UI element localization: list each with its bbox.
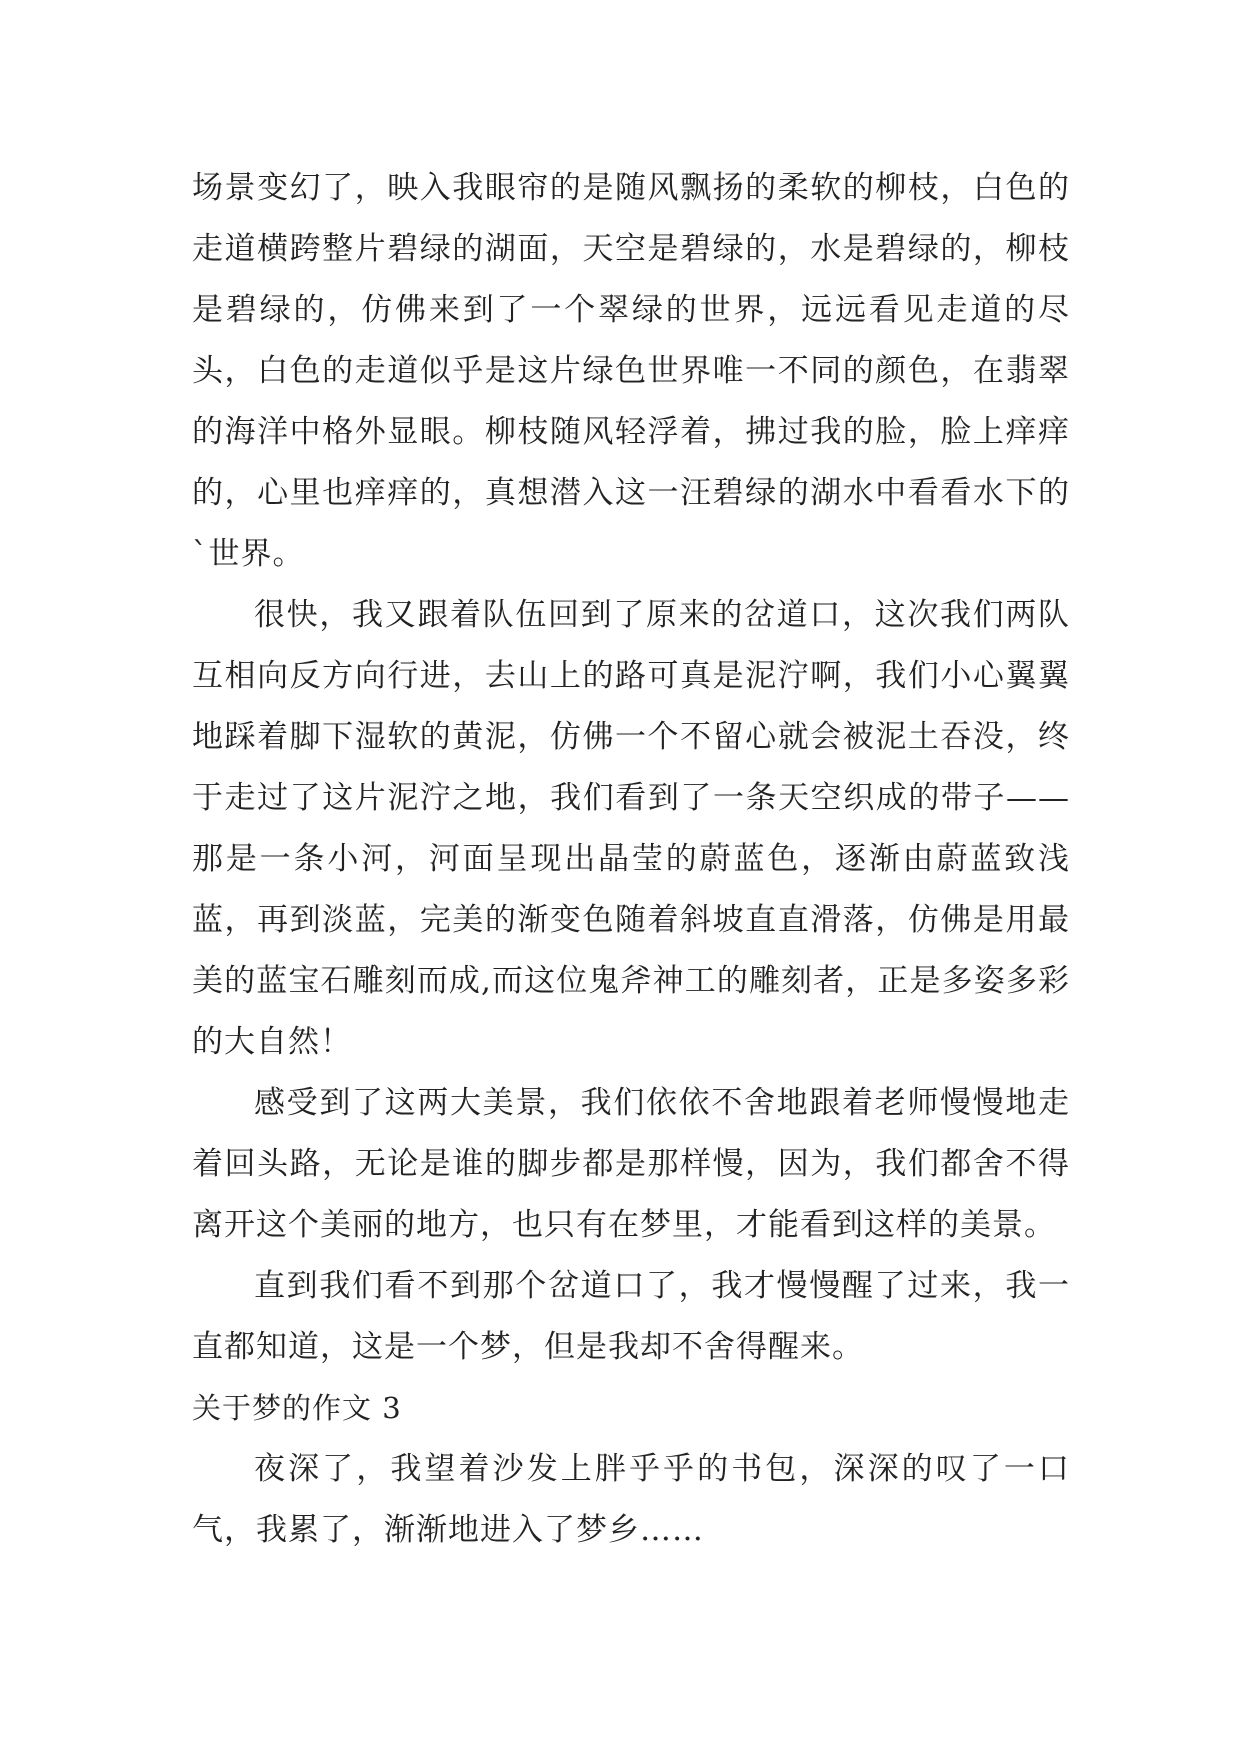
paragraph-scene-willow: 场景变幻了，映入我眼帘的是随风飘扬的柔软的柳枝，白色的走道横跨整片碧绿的湖面，天空是碧绿的，水是碧绿的，柳枝是碧绿的，仿佛来到了一个翠绿的世界，远远看见走道的尽头，白色的走道似乎是这片绿色世界唯一不同的颜色，在翡翠的海洋中格外显眼。柳枝随风轻浮着，拂过我的脸，脸上痒痒的，心里也痒痒的，真想潜入这一汪碧绿的湖水中看看水下的`世界。 (192, 170, 1070, 572)
paragraph-river: 很快，我又跟着队伍回到了原来的岔道口，这次我们两队互相向反方向行进，去山上的路可真是泥泞啊，我们小心翼翼地踩着脚下湿软的黄泥，仿佛一个不留心就会被泥土吞没，终于走过了这片泥泞之地，我们看到了一条天空织成的带子——那是一条小河，河面呈现出晶莹的蔚蓝色，逐渐由蔚蓝致浅蓝，再到淡蓝，完美的渐变色随着斜坡直直滑落，仿佛是用最美的蓝宝石雕刻而成,而这位鬼斧神工的雕刻者，正是多姿多彩的大自然！ (192, 597, 1070, 1060)
document-body (192, 158, 1070, 1561)
paragraph-wake: 直到我们看不到那个岔道口了，我才慢慢醒了过来，我一直都知道，这是一个梦，但是我却不舍得醒来。 (192, 1268, 1070, 1365)
paragraph-return: 感受到了这两大美景，我们依依不舍地跟着老师慢慢地走着回头路，无论是谁的脚步都是那样慢，因为，我们都舍不得离开这个美丽的地方，也只有在梦里，才能看到这样的美景。 (192, 1085, 1070, 1243)
section-heading: 关于梦的作文 3 (192, 1391, 402, 1425)
paragraph-night: 夜深了，我望着沙发上胖乎乎的书包，深深的叹了一口气，我累了，渐渐地进入了梦乡…… (192, 1451, 1070, 1548)
